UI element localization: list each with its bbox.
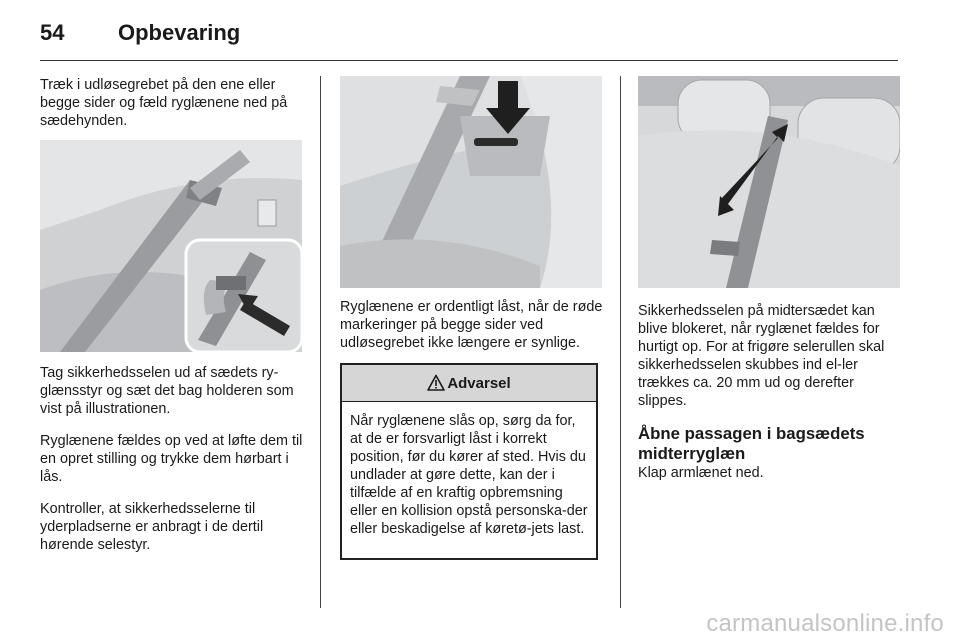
watermark: carmanualsonline.info xyxy=(706,610,944,637)
paragraph-fold-seats: Træk i udløsegrebet på den ene eller begge sider og fæld ryglænene ned på sædehynden. xyxy=(40,77,288,129)
column-divider xyxy=(620,76,621,608)
warning-box xyxy=(340,363,598,560)
header-rule xyxy=(40,60,898,61)
page-number: 54 xyxy=(40,20,65,45)
warning-header xyxy=(342,365,596,402)
illustration-seatbelt-guide xyxy=(40,140,302,352)
column-1-lower xyxy=(40,364,308,554)
warning-title: Advarsel xyxy=(447,374,511,392)
warning-text: Når ryglænene slås op, sørg da for, at de er forsvarligt låst i korrekt position, før du kører af sted. Hvis du undlader at gøre dette, kan der i tilfælde af en kraftig opbremsning eller en kollision opstå personska-der eller beskadigelse af køretø-jets last. xyxy=(350,413,588,537)
column-2 xyxy=(340,298,606,352)
paragraph-raise-seats: Ryglænene fældes op ved at løfte dem til en opret stilling og trykke dem hørbart i lås. xyxy=(40,433,303,485)
illustration-middle-seatbelt xyxy=(638,76,900,288)
column-1 xyxy=(40,76,308,130)
paragraph-armrest: Klap armlænet ned. xyxy=(638,465,764,481)
illustration-release-lever xyxy=(340,76,602,288)
column-3 xyxy=(638,302,902,482)
paragraph-check-belts: Kontroller, at sikkerhedsselerne til yderpladserne er anbragt i de dertil hørende selestyr. xyxy=(40,501,264,553)
paragraph-middle-belt: Sikkerhedsselen på midtersædet kan blive blokeret, når ryglænet fældes for hurtigt op. For at frigøre selerullen skal sikkerhedsselen skubbes ind el-ler trækkes ca. 20 mm ud og derefter slippes. xyxy=(638,303,885,409)
warning-triangle-icon xyxy=(427,374,445,392)
paragraph-locked-check: Ryglænene er ordentligt låst, når de røde markeringer på begge sider ved udløsegrebet ikke længere er synlige. xyxy=(340,299,603,351)
warning-body xyxy=(342,402,596,538)
chapter-title: Opbevaring xyxy=(118,20,241,45)
column-divider xyxy=(320,76,321,608)
paragraph-remove-belt: Tag sikkerhedsselen ud af sædets ry-glænsstyr og sæt det bag holderen som vist på illustrationen. xyxy=(40,365,294,417)
section-heading: Åbne passagen i bagsædets midterryglæn xyxy=(638,424,865,463)
